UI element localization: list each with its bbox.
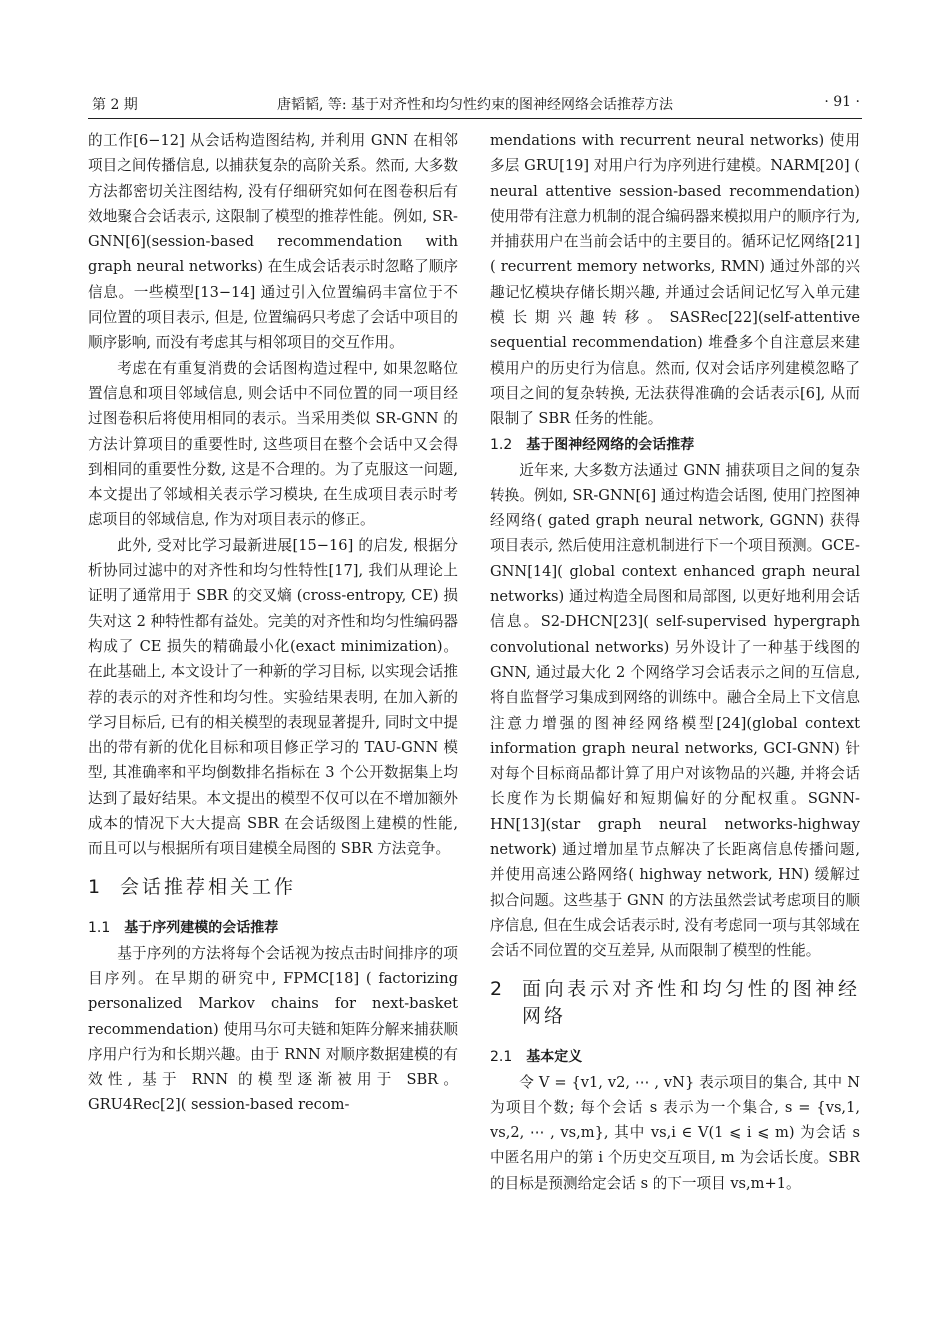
section-number: 1	[88, 875, 104, 898]
paragraph: 基于序列的方法将每个会话视为按点击时间排序的项目序列。在早期的研究中, FPMC[18] ( factorizing personalized Markov chains for next-basket recommendation) 使用马尔可夫链和矩阵分解来捕获顺序用户行为和长期兴趣。由于 RNN 对顺序数据建模的有效性, 基于 RNN 的模型逐渐被用于 SBR。GRU4Rec[2]( session-based recom-	[88, 944, 458, 1114]
page-number: · 91 ·	[824, 94, 860, 110]
section-title: 面向表示对齐性和均匀性的图神经网络	[522, 977, 860, 1027]
subsection-number: 1.2	[490, 436, 513, 453]
subsection-heading-2-1	[490, 1044, 860, 1070]
running-title: 唐韬韬, 等: 基于对齐性和均匀性约束的图神经网络会话推荐方法	[276, 97, 674, 113]
subsection-number: 1.1	[88, 919, 111, 936]
paragraph: 考虑在有重复消费的会话图构造过程中, 如果忽略位置信息和项目邻域信息, 则会话中不同位置的同一项目经过图卷积后将使用相同的表示。当采用类似 SR-GNN 的方法计算项目的重要性时, 这些项目在整个会话中又会得到相同的重要性分数, 这是不合理的。为了克服这一问题, 本文提出了邻域相关表示学习模块, 在生成项目表示时考虑项目的邻域信息, 作为对项目表示的修正。	[88, 359, 458, 529]
running-header	[88, 88, 862, 119]
subsection-heading-1-1	[88, 915, 458, 941]
subsection-title: 基本定义	[526, 1048, 583, 1065]
section-heading-1	[88, 874, 458, 901]
subsection-title: 基于序列建模的会话推荐	[124, 919, 279, 936]
right-column	[490, 128, 860, 1328]
left-column	[88, 128, 458, 1328]
section-heading-2	[490, 976, 860, 1030]
paragraph: 的工作[6−12] 从会话构造图结构, 并利用 GNN 在相邻项目之间传播信息, 以捕获复杂的高阶关系。然而, 大多数方法都密切关注图结构, 没有仔细研究如何在图卷积后有效地聚合会话表示, 这限制了模型的推荐性能。例如, SR-GNN[6](session-based recommendation with graph neural networks) 在生成会话表示时忽略了顺序信息。一些模型[13−14] 通过引入位置编码丰富位于不同位置的项目表示, 但是, 位置编码只考虑了会话中项目的顺序影响, 而没有考虑其与相邻项目的交互作用。	[88, 132, 458, 352]
issue-label: 第 2 期	[92, 97, 138, 113]
paragraph: mendations with recurrent neural networks) 使用多层 GRU[19] 对用户行为序列进行建模。NARM[20] ( neural attentive session-based recommendation) 使用带有注意力机制的混合编码器来模拟用户的顺序行为, 并捕获用户在当前会话中的主要目的。循环记忆网络[21]( recurrent memory networks, RMN) 通过外部的兴趣记忆模块存储长期兴趣, 并通过会话间记忆写入单元建模长期兴趣转移。SASRec[22](self-attentive sequential recommendation) 堆叠多个自注意层来建模用户的历史行为信息。然而, 仅对会话序列建模忽略了项目之间的复杂转换, 无法获得准确的会话表示[6], 从而限制了 SBR 任务的性能。	[490, 132, 860, 428]
subsection-heading-1-2	[490, 432, 860, 458]
paragraph: 此外, 受对比学习最新进展[15−16] 的启发, 根据分析协同过滤中的对齐性和均匀性特性[17], 我们从理论上证明了通常用于 SBR 的交叉熵 (cross-entropy, CE) 损失对这 2 种特性都有益处。完美的对齐性和均匀性编码器构成了 CE 损失的精确最小化(exact minimization)。在此基础上, 本文设计了一种新的学习目标, 以实现会话推荐的表示的对齐性和均匀性。实验结果表明, 在加入新的学习目标后, 已有的相关模型的表现显著提升, 同时文中提出的带有新的优化目标和项目修正学习的 TAU-GNN 模型, 其准确率和平均倒数排名指标在 3 个公开数据集上均达到了最好结果。本文提出的模型不仅可以在不增加额外成本的情况下大大提高 SBR 在会话级图上建模的性能, 而且可以与根据所有项目建模全局图的 SBR 方法竞争。	[88, 536, 458, 858]
section-title: 会话推荐相关工作	[120, 875, 297, 898]
paragraph: 令 V = {v1, v2, ⋯ , vN} 表示项目的集合, 其中 N 为项目个数; 每个会话 s 表示为一个集合, s = {vs,1, vs,2, ⋯ , vs,m}, 其中 vs,i ∈ V(1 ⩽ i ⩽ m) 为会话 s 中匿名用户的第 i 个历史交互项目, m 为会话长度。SBR 的目标是预测给定会话 s 的下一项目 vs,m+1。	[490, 1073, 860, 1192]
paragraph: 近年来, 大多数方法通过 GNN 捕获项目之间的复杂转换。例如, SR-GNN[6] 通过构造会话图, 使用门控图神经网络( gated graph neural network, GGNN) 获得项目表示, 然后使用注意机制进行下一个项目预测。GCE-GNN[14]( global context enhanced graph neural networks) 通过构造全局图和局部图, 以更好地利用会话信息。S2-DHCN[23]( self-supervised hypergraph convolutional networks) 另外设计了一种基于线图的 GNN, 通过最大化 2 个网络学习会话表示之间的互信息, 将自监督学习集成到网络的训练中。融合全局上下文信息注意力增强的图神经网络模型[24](global context information graph neural networks, GCI-GNN) 针对每个目标商品都计算了用户对该物品的兴趣, 并将会话长度作为长期偏好和短期偏好的分配权重。SGNN-HN[13](star graph neural networks-highway network) 通过增加星节点解决了长距离信息传播问题, 并使用高速公路网络( highway network, HN) 缓解过拟合问题。这些基于 GNN 的方法虽然尝试考虑项目的顺序信息, 但在生成会话表示时, 没有考虑同一项与其邻域在会话不同位置的交互差异, 从而限制了模型的性能。	[490, 461, 860, 960]
subsection-title: 基于图神经网络的会话推荐	[526, 436, 695, 453]
section-number: 2	[490, 977, 506, 1000]
subsection-number: 2.1	[490, 1048, 513, 1065]
